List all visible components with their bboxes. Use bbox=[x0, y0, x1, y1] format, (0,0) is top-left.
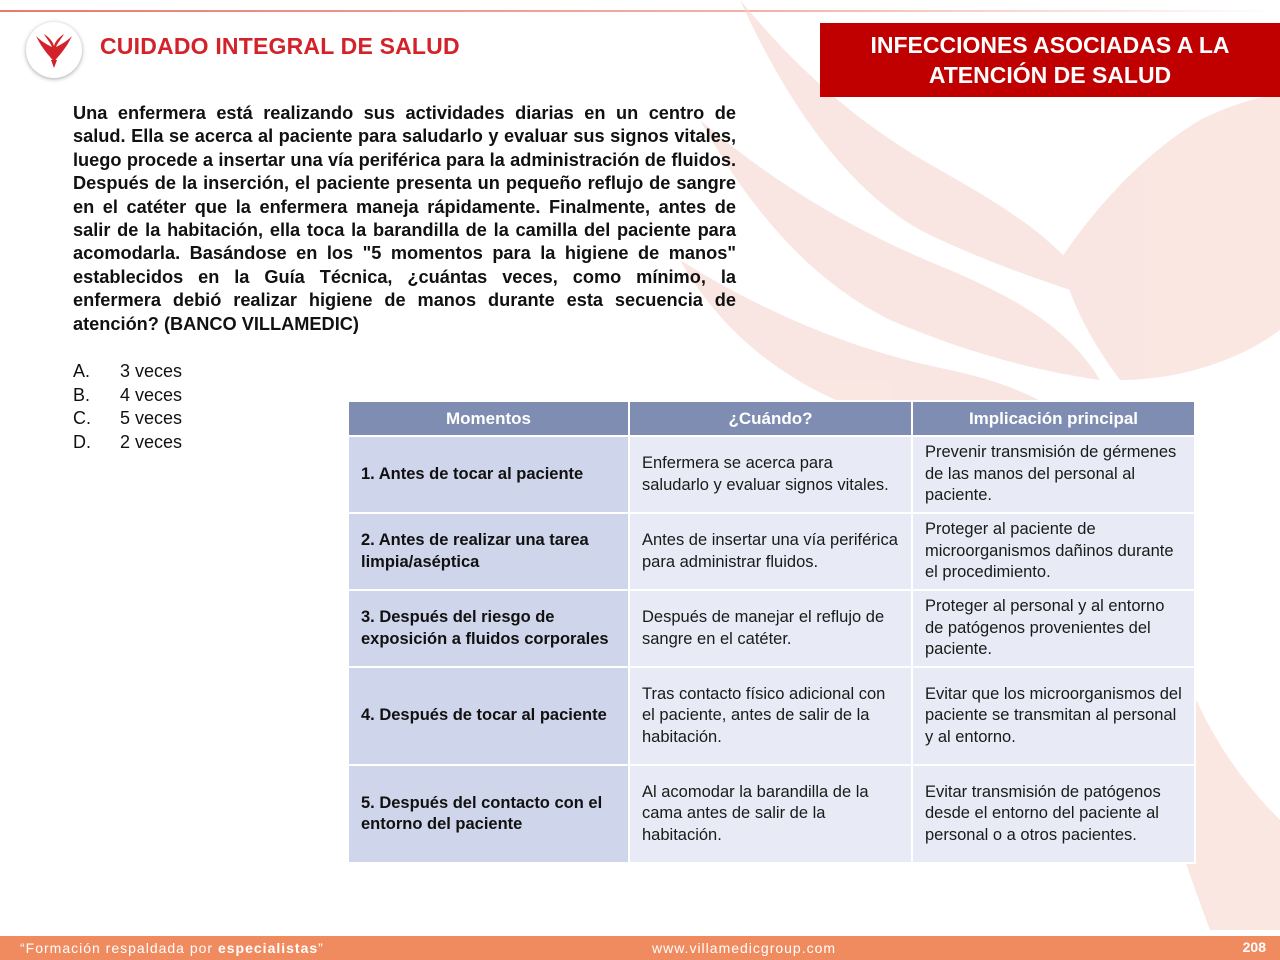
option-text: 3 veces bbox=[120, 361, 183, 381]
hand-hygiene-table bbox=[347, 400, 1196, 864]
footer-slogan bbox=[20, 940, 324, 956]
table-row bbox=[348, 513, 1195, 590]
option-d[interactable] bbox=[73, 431, 323, 455]
moment-cell: 1. Antes de tocar al paciente bbox=[348, 436, 629, 513]
page-number: 208 bbox=[1242, 939, 1266, 955]
footer-url[interactable]: www.villamedicgroup.com bbox=[652, 940, 837, 956]
option-text: 5 veces bbox=[120, 408, 183, 428]
option-a[interactable] bbox=[73, 360, 323, 384]
logo bbox=[26, 22, 82, 78]
option-letter: C. bbox=[73, 408, 91, 428]
option-letter: D. bbox=[73, 431, 91, 452]
when-cell: Al acomodar la barandilla de la cama antes de salir de la habitación. bbox=[629, 765, 912, 863]
moment-cell: 3. Después del riesgo de exposición a fluidos corporales bbox=[348, 590, 629, 667]
table-row bbox=[348, 590, 1195, 667]
implication-cell: Prevenir transmisión de gérmenes de las manos del personal al paciente. bbox=[912, 436, 1195, 513]
table-header-row bbox=[348, 401, 1195, 436]
header-when: ¿Cuándo? bbox=[629, 401, 912, 436]
implication-cell: Proteger al personal y al entorno de patógenos provenientes del paciente. bbox=[912, 590, 1195, 667]
when-cell: Antes de insertar una vía periférica para administrar fluidos. bbox=[629, 513, 912, 590]
question-text: Una enfermera está realizando sus actividades diarias en un centro de salud. Ella se acerca al paciente para saludarlo y evaluar sus signos vitales, luego procede a insertar una vía periférica para la administración de fluidos. Después de la inserción, el paciente presenta un pequeño reflujo de sangre en el catéter que la enfermera maneja rápidamente. Finalmente, antes de salir de la habitación, ella toca la barandilla de la camilla del paciente para acomodarla. Basándose en los "5 momentos para la higiene de manos" establecidos en la Guía Técnica, ¿cuántas veces, como mínimo, la enfermera debió realizar higiene de manos durante esta secuencia de atención? (BANCO VILLAMEDIC) bbox=[73, 103, 736, 334]
topic-line-2: ATENCIÓN DE SALUD bbox=[928, 62, 1172, 88]
footer-bar bbox=[0, 936, 1280, 960]
option-letter: B. bbox=[73, 384, 91, 405]
header-implication: Implicación principal bbox=[912, 401, 1195, 436]
topic-banner bbox=[820, 23, 1280, 97]
topic-line-1: INFECCIONES ASOCIADAS A LA bbox=[870, 32, 1230, 58]
option-text: 2 veces bbox=[120, 431, 183, 452]
table-row bbox=[348, 667, 1195, 765]
phoenix-logo-icon bbox=[34, 32, 74, 68]
moment-cell: 2. Antes de realizar una tarea limpia/aséptica bbox=[348, 513, 629, 590]
option-c[interactable] bbox=[73, 407, 323, 431]
brand-title: CUIDADO INTEGRAL DE SALUD bbox=[100, 33, 460, 59]
when-cell: Enfermera se acerca para saludarlo y evaluar signos vitales. bbox=[629, 436, 912, 513]
option-letter: A. bbox=[73, 361, 91, 381]
table-row bbox=[348, 765, 1195, 863]
implication-cell: Evitar que los microorganismos del paciente se transmitan al personal y al entorno. bbox=[912, 667, 1195, 765]
when-cell: Tras contacto físico adicional con el paciente, antes de salir de la habitación. bbox=[629, 667, 912, 765]
option-b[interactable] bbox=[73, 384, 323, 408]
table-row bbox=[348, 436, 1195, 513]
when-cell: Después de manejar el reflujo de sangre en el catéter. bbox=[629, 590, 912, 667]
implication-cell: Proteger al paciente de microorganismos dañinos durante el procedimiento. bbox=[912, 513, 1195, 590]
moment-cell: 5. Después del contacto con el entorno del paciente bbox=[348, 765, 629, 863]
answer-options bbox=[73, 360, 323, 454]
slogan-bold: especialistas bbox=[217, 940, 319, 956]
option-text: 4 veces bbox=[120, 384, 183, 405]
moment-cell: 4. Después de tocar al paciente bbox=[348, 667, 629, 765]
slogan-prefix: “Formación respaldada por bbox=[20, 940, 218, 956]
slogan-suffix: ” bbox=[318, 940, 324, 956]
header-moments: Momentos bbox=[348, 401, 629, 436]
implication-cell: Evitar transmisión de patógenos desde el entorno del paciente al personal o a otros pacientes. bbox=[912, 765, 1195, 863]
